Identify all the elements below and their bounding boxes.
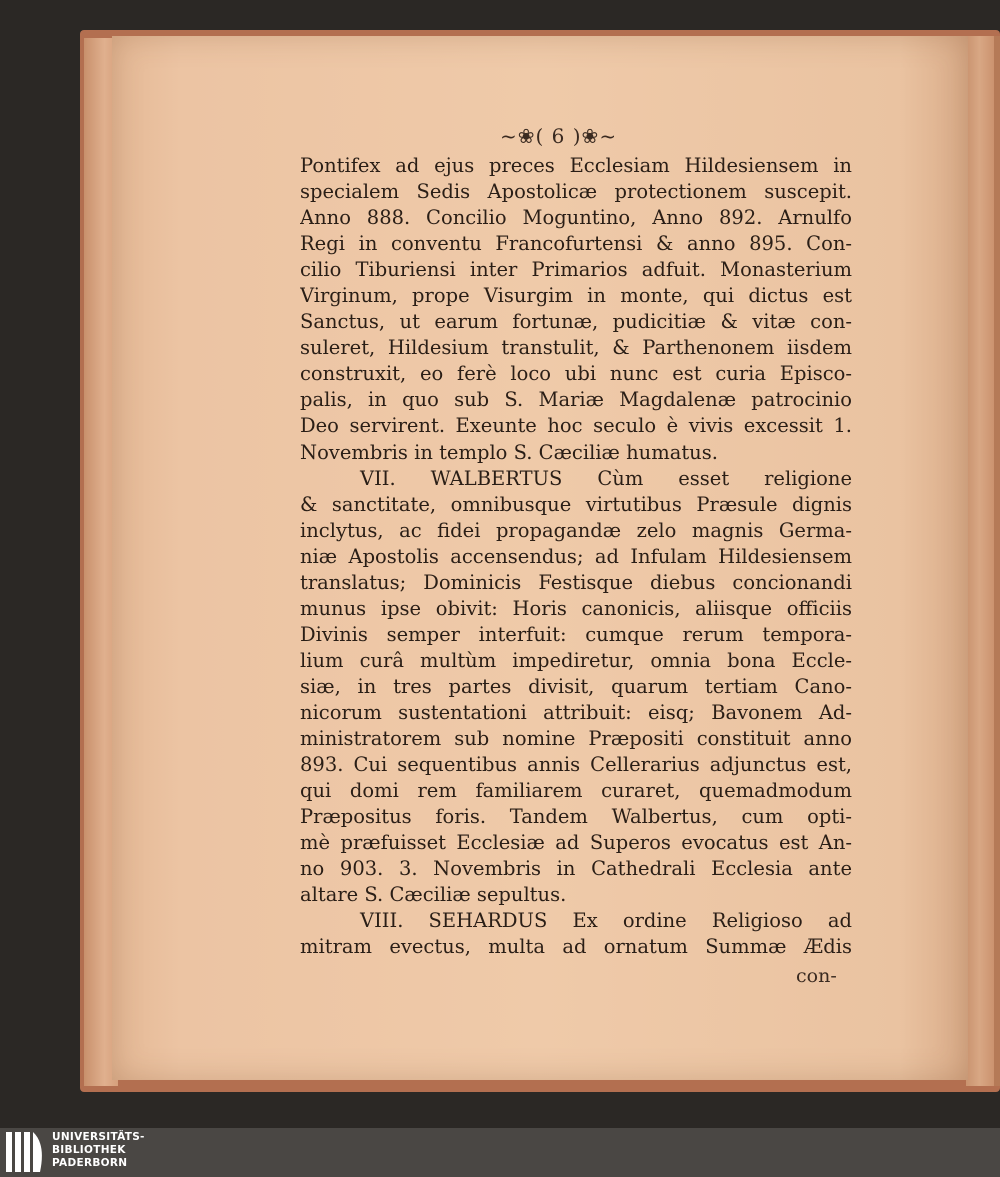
text-line: Sanctus, ut earum fortunæ, pudicitiæ & vitæ con- bbox=[300, 310, 852, 334]
library-name bbox=[52, 1131, 145, 1170]
text-line: construxit, eo ferè loco ubi nunc est curia Episco- bbox=[300, 362, 852, 386]
text-line: Anno 888. Concilio Moguntino, Anno 892. Arnulfo bbox=[300, 206, 852, 230]
library-name-line: BIBLIOTHEK bbox=[52, 1144, 126, 1156]
text-line: mè præfuisset Ecclesiæ ad Superos evocatus est An- bbox=[300, 831, 852, 855]
text-line: Divinis semper interfuit: cumque rerum tempora- bbox=[300, 622, 852, 646]
text-line: nicorum sustentationi attribuit: eisq; Bavonem Ad- bbox=[300, 700, 852, 724]
library-logo-icon bbox=[6, 1130, 46, 1174]
text-line: no 903. 3. Novembris in Cathedrali Ecclesia ante bbox=[300, 857, 852, 881]
footer-bar bbox=[0, 1128, 1000, 1177]
text-line: qui domi rem familiarem curaret, quemadmodum bbox=[300, 779, 852, 803]
text-line: niæ Apostolis accensendus; ad Infulam Hildesiensem bbox=[300, 544, 852, 568]
text-line: lium curâ multùm impediretur, omnia bona Eccle- bbox=[300, 648, 852, 672]
text-line: translatus; Dominicis Festisque diebus concionandi bbox=[300, 570, 852, 594]
text-line: specialem Sedis Apostolicæ protectionem suscepit. bbox=[300, 180, 852, 204]
text-line: inclytus, ac fidei propagandæ zelo magnis Germa- bbox=[300, 518, 852, 542]
text-line: cilio Tiburiensi inter Primarios adfuit. Monasterium bbox=[300, 258, 852, 282]
page-number-header: ~❀( 6 )❀~ bbox=[500, 124, 618, 148]
text-line: munus ipse obivit: Horis canonicis, aliisque officiis bbox=[300, 596, 852, 620]
page-text bbox=[300, 153, 852, 960]
section-heading-viii: VIII. SEHARDUS Ex ordine Religioso ad bbox=[360, 909, 852, 933]
text-line: & sanctitate, omnibusque virtutibus Præsule dignis bbox=[300, 492, 852, 516]
section-heading-vii: VII. WALBERTUS Cùm esset religione bbox=[360, 466, 852, 490]
library-name-line: UNIVERSITÄTS- bbox=[52, 1131, 145, 1143]
text-line: Virginum, prope Visurgim in monte, qui dictus est bbox=[300, 284, 852, 308]
book-edge-right bbox=[994, 36, 1000, 1086]
library-name-line: PADERBORN bbox=[52, 1157, 128, 1169]
text-line: Novembris in templo S. Cæciliæ humatus. bbox=[300, 440, 718, 464]
text-line: suleret, Hildesium transtulit, & Parthenonem iisdem bbox=[300, 336, 852, 360]
text-line: 893. Cui sequentibus annis Cellerarius adjunctus est, bbox=[300, 753, 852, 777]
text-line: siæ, in tres partes divisit, quarum tertiam Cano- bbox=[300, 674, 852, 698]
text-line: Præpositus foris. Tandem Walbertus, cum opti- bbox=[300, 805, 852, 829]
catchword: con- bbox=[796, 965, 837, 987]
text-line: Pontifex ad ejus preces Ecclesiam Hildesiensem in bbox=[300, 154, 852, 177]
text-line: Regi in conventu Francofurtensi & anno 895. Con- bbox=[300, 232, 852, 256]
text-line: palis, in quo sub S. Mariæ Magdalenæ patrocinio bbox=[300, 388, 852, 412]
text-line: ministratorem sub nomine Præpositi constituit anno bbox=[300, 727, 852, 751]
text-line: altare S. Cæciliæ sepultus. bbox=[300, 883, 567, 907]
text-line: mitram evectus, multa ad ornatum Summæ Ædis bbox=[300, 935, 852, 959]
text-line: Deo servirent. Exeunte hoc seculo è vivis excessit 1. bbox=[300, 414, 852, 438]
